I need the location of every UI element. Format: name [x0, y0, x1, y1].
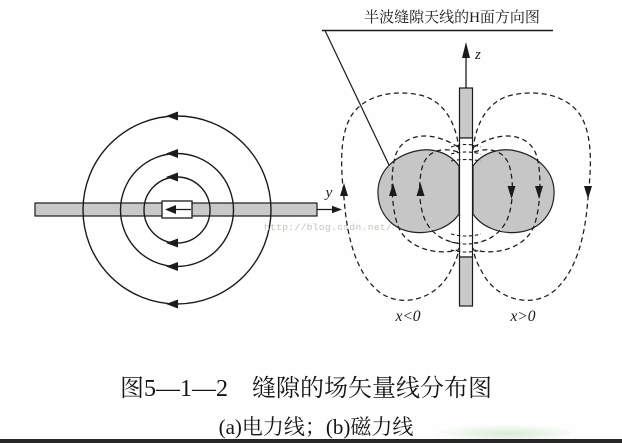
arrowhead-icon: [166, 112, 178, 121]
vertical-bar-top: [460, 88, 473, 138]
caption-line1: 图5—1—2 缝隙的场矢量线分布图: [120, 376, 492, 402]
caption-line2: (a)电力线；(b)磁力线: [218, 415, 414, 439]
right-diagram-magnetic-field-lines: [340, 42, 592, 325]
annotation-label: 半波缝隙天线的H面方向图: [364, 10, 540, 26]
arrowhead-icon: [166, 173, 178, 182]
y-axis-label: y: [325, 185, 333, 201]
arrowhead-icon: [166, 149, 178, 158]
vertical-slot-gap: [460, 138, 473, 257]
annotation-leader-line: [325, 31, 389, 166]
z-axis-arrowhead-icon: [462, 42, 470, 58]
y-axis-arrowhead-icon: [332, 206, 342, 213]
watermark-text: http://blog.csdn.net/: [264, 222, 393, 233]
arrowhead-icon: [166, 239, 178, 248]
annotation-callout: [322, 9, 553, 165]
arrowhead-icon: [166, 262, 178, 271]
z-axis-label: z: [475, 47, 481, 63]
arrowhead-icon: [166, 300, 178, 309]
up-arrowhead-icon: [340, 183, 348, 196]
vertical-bar-bottom: [460, 257, 473, 306]
left-diagram-electric-field-lines: [35, 112, 342, 309]
region-label-x-positive: x>0: [510, 308, 536, 325]
figure-caption: [120, 375, 492, 439]
down-arrowhead-icon: [584, 186, 592, 199]
region-label-x-negative: x<0: [395, 308, 421, 325]
page-bottom-edge-line: [0, 439, 622, 443]
